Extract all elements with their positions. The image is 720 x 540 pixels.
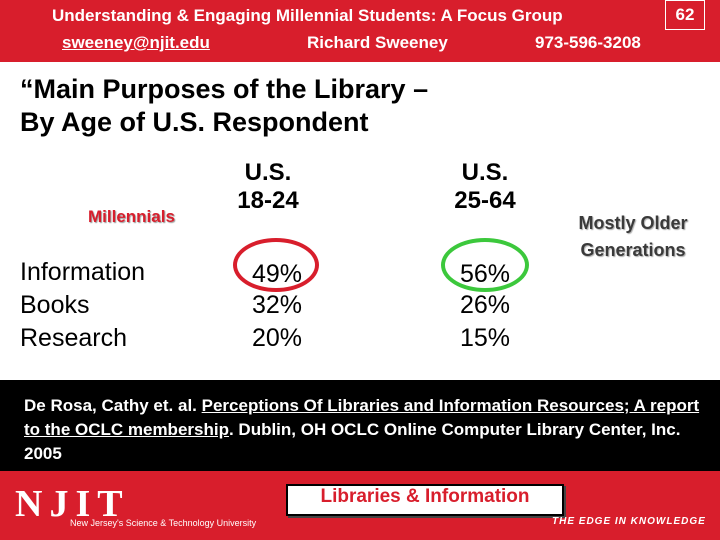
presentation-title: Understanding & Engaging Millennial Students: A Focus Group — [52, 6, 563, 25]
citation-authors: De Rosa, Cathy et. al. — [24, 396, 202, 415]
university-tagline: New Jersey's Science & Technology University — [70, 518, 257, 528]
njit-logo: NJIT — [15, 483, 130, 525]
column-header-18-24-country: U.S. — [244, 159, 292, 186]
value-information-18-24: 49% — [252, 260, 303, 288]
column-header-25-64-country: U.S. — [461, 159, 509, 186]
email-link[interactable]: sweeney@njit.edu — [62, 33, 210, 52]
older-generations-note: Mostly Older Generations — [578, 213, 688, 260]
column-header-18-24-age: 18-24 — [237, 187, 299, 214]
phone-number: 973-596-3208 — [535, 33, 641, 52]
value-books-18-24: 32% — [252, 291, 303, 319]
value-research-25-64: 15% — [460, 324, 511, 352]
row-label-research: Research — [20, 324, 127, 352]
millennials-label: Millennials — [88, 207, 175, 226]
page-number: 62 — [665, 0, 705, 30]
citation-text — [24, 394, 714, 466]
slide-heading-line2: By Age of U.S. Respondent — [20, 107, 369, 137]
presenter-name: Richard Sweeney — [307, 33, 448, 52]
value-information-25-64: 56% — [460, 260, 511, 288]
edge-tagline: THE EDGE IN KNOWLEDGE — [552, 516, 706, 527]
row-label-information: Information — [20, 258, 146, 286]
libraries-badge-label: Libraries & Information — [320, 486, 530, 507]
column-header-25-64-age: 25-64 — [454, 187, 516, 214]
value-books-25-64: 26% — [460, 291, 511, 319]
value-research-18-24: 20% — [252, 324, 303, 352]
row-label-books: Books — [20, 291, 90, 319]
citation-publisher: . Dublin, OH OCLC Online Computer Library Center, Inc. 2005 — [24, 420, 681, 463]
slide-heading-line1: “Main Purposes of the Library – — [20, 74, 429, 104]
citation-title: Perceptions Of Libraries and Information Resources; A report to the OCLC membership — [24, 396, 700, 439]
